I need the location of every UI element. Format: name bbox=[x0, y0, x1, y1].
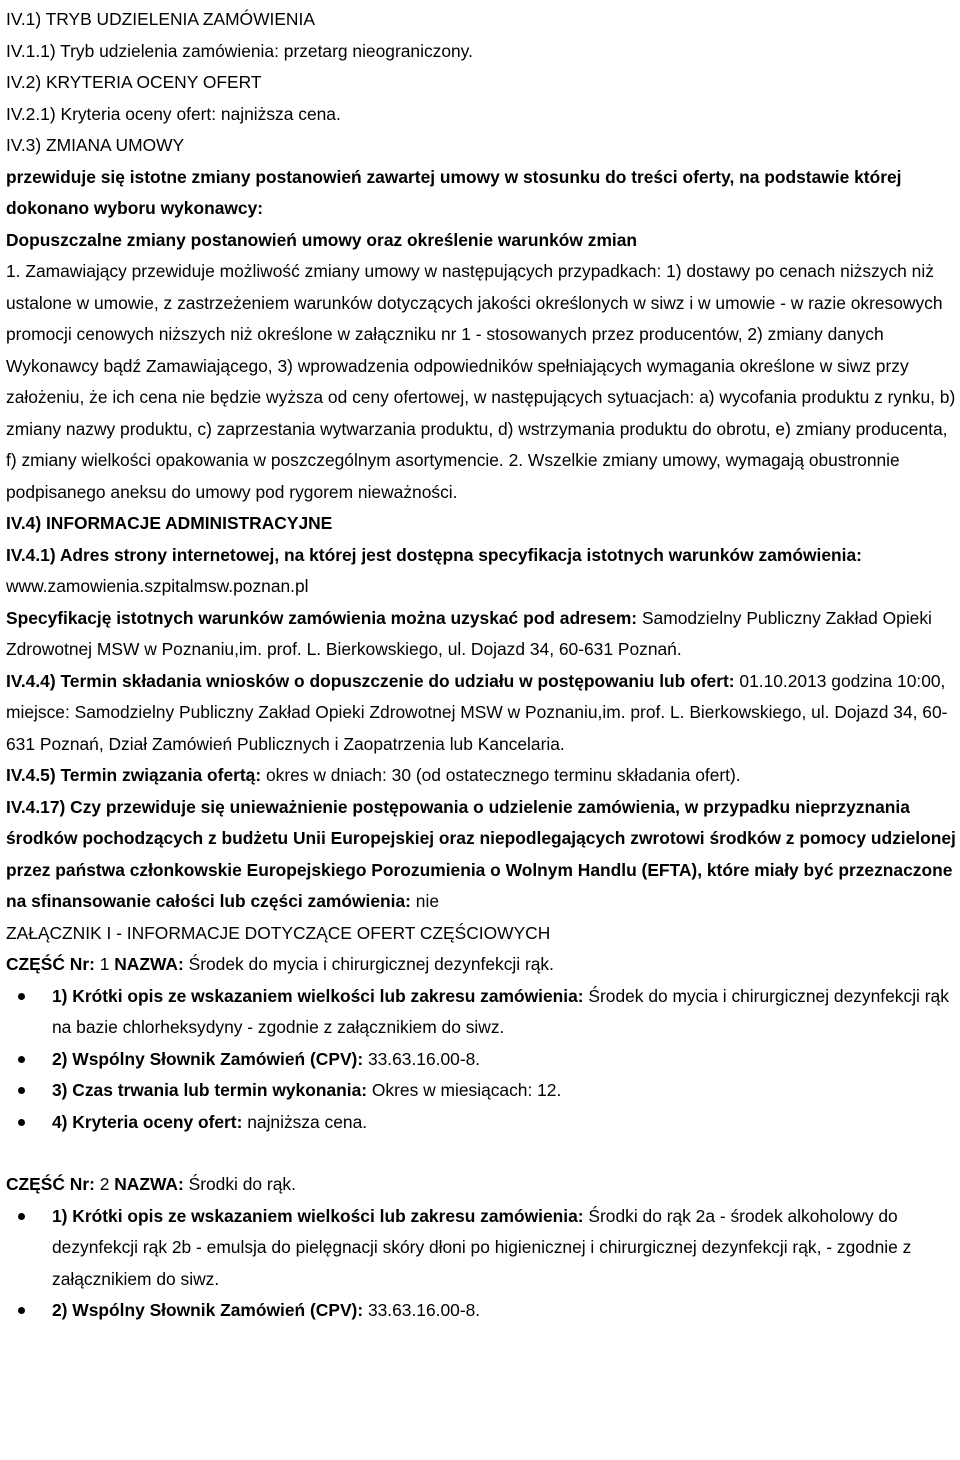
section-iv1-heading bbox=[6, 4, 956, 36]
list-item bbox=[6, 1044, 956, 1076]
section-iv45-value: okres w dniach: 30 (od ostatecznego terminu składania ofert). bbox=[261, 765, 741, 785]
section-iv1-text: IV.1) TRYB UDZIELENIA ZAMÓWIENIA bbox=[6, 9, 315, 29]
list-item-label: 2) Wspólny Słownik Zamówień (CPV): bbox=[52, 1300, 364, 1320]
section-iv11 bbox=[6, 36, 956, 68]
list-item-label: 2) Wspólny Słownik Zamówień (CPV): bbox=[52, 1048, 364, 1069]
part1-name-label: NAZWA: bbox=[114, 954, 184, 974]
part2-name: Środki do rąk. bbox=[183, 1174, 296, 1194]
section-iv3-text: IV.3) ZMIANA UMOWY bbox=[6, 135, 185, 155]
list-item-value: 33.63.16.00-8. bbox=[363, 1300, 481, 1320]
section-iv3-body bbox=[6, 256, 956, 508]
section-iv21-label: IV.2.1) Kryteria oceny ofert: bbox=[6, 103, 217, 124]
section-iv3-heading bbox=[6, 130, 956, 162]
spec-address-label: Specyfikację istotnych warunków zamówienia można uzyskać pod adresem: bbox=[6, 607, 638, 628]
section-iv41-value: www.zamowienia.szpitalmsw.poznan.pl bbox=[6, 576, 309, 596]
section-iv3-subheading bbox=[6, 225, 956, 257]
list-item-value: Środek do mycia i chirurgicznej dezynfekcji rąk na bazie chlorheksydyny - zgodnie z załącznikiem do siwz. bbox=[52, 985, 949, 1037]
part1-heading bbox=[6, 949, 956, 981]
section-iv417-value: nie bbox=[410, 891, 439, 911]
section-iv21 bbox=[6, 99, 956, 131]
part2-name-label: NAZWA: bbox=[114, 1174, 184, 1194]
section-iv45 bbox=[6, 760, 956, 792]
section-iv41-label: IV.4.1) Adres strony internetowej, na której jest dostępna specyfikacja istotnych warunków zamówienia: bbox=[6, 544, 862, 565]
list-item bbox=[6, 1295, 956, 1327]
list-item-value: Środki do rąk 2a - środek alkoholowy do dezynfekcji rąk 2b - emulsja do pielęgnacji skóry dłoni po higienicznej i chirurgicznej dezynfekcji rąk, - zgodnie z załącznikiem do siwz. bbox=[52, 1205, 912, 1289]
section-iv4-text: IV.4) INFORMACJE ADMINISTRACYJNE bbox=[6, 513, 333, 533]
spacer bbox=[6, 1138, 956, 1169]
spec-address-value: Samodzielny Publiczny Zakład Opieki Zdrowotnej MSW w Poznaniu,im. prof. L. Bierkowskiego, ul. Dojazd 34, 60-631 Poznań. bbox=[6, 607, 932, 659]
list-item bbox=[6, 1075, 956, 1107]
list-item-label: 1) Krótki opis ze wskazaniem wielkości lub zakresu zamówienia: bbox=[52, 1205, 584, 1226]
section-iv41 bbox=[6, 540, 956, 603]
section-iv44-value: 01.10.2013 godzina 10:00, miejsce: Samodzielny Publiczny Zakład Opieki Zdrowotnej MSW w Poznaniu,im. prof. L. Bierkowskiego, ul. Dojazd 34, 60-631 Poznań, Dział Zamówień Publicznych i Zaopatrzenia lub Kancelaria. bbox=[6, 670, 948, 754]
section-iv45-label: IV.4.5) Termin związania ofertą: bbox=[6, 765, 262, 785]
section-iv3-body-text: 1. Zamawiający przewiduje możliwość zmiany umowy w następujących przypadkach: 1) dostawy po cenach niższych niż ustalone w umowie, z zastrzeżeniem warunków dotyczących jakości określonych w siwz i w umowie - w razie okresowych promocji cenowych niższych niż określone w załączniku nr 1 - stosowanych przez producentów, 2) zmiany danych Wykonawcy bądź Zamawiającego, 3) wprowadzenia odpowiedników spełniających wymagania określone w siwz przy założeniu, że ich cena nie będzie wyższa od ceny ofertowej, w następujących sytuacjach: a) wycofania produktu z rynku, b) zmiany nazwy produktu, c) zaprzestania wytwarzania produktu, d) wstrzymania produktu do obrotu, e) zmiany producenta, f) zmiany wielkości opakowania w poszczególnym asortymencie. 2. Wszelkie zmiany umowy, wymagają obustronnie podpisanego aneksu do umowy pod rygorem nieważności. bbox=[6, 261, 956, 502]
list-item-label: 4) Kryteria oceny ofert: bbox=[52, 1111, 243, 1132]
section-iv11-label: IV.1.1) Tryb udzielenia zamówienia: bbox=[6, 40, 279, 61]
part1-heading-label: CZĘŚĆ Nr: bbox=[6, 954, 95, 974]
annex-title bbox=[6, 918, 956, 950]
spec-address bbox=[6, 603, 956, 666]
section-iv44 bbox=[6, 666, 956, 761]
part2-list bbox=[6, 1201, 956, 1327]
part1-number: 1 bbox=[94, 954, 115, 974]
part2-heading bbox=[6, 1169, 956, 1201]
section-iv417-label: IV.4.17) Czy przewiduje się unieważnienie postępowania o udzielenie zamówienia, w przypadku nieprzyznania środków pochodzących z budżetu Unii Europejskiej oraz niepodlegających zwrotowi środków z pomocy udzielonej przez państwa członkowskie Europejskiego Porozumienia o Wolnym Handlu (EFTA), które miały być przeznaczone na sfinansowanie całości lub części zamówienia: bbox=[6, 796, 956, 911]
list-item-value: Okres w miesiącach: 12. bbox=[367, 1080, 562, 1100]
part2-number: 2 bbox=[94, 1174, 115, 1194]
list-item-label: 1) Krótki opis ze wskazaniem wielkości lub zakresu zamówienia: bbox=[52, 985, 584, 1006]
annex-title-text: ZAŁĄCZNIK I - INFORMACJE DOTYCZĄCE OFERT CZĘŚCIOWYCH bbox=[6, 922, 551, 943]
list-item-value: 33.63.16.00-8. bbox=[363, 1048, 481, 1069]
section-iv11-value: przetarg nieograniczony. bbox=[278, 40, 473, 61]
list-item bbox=[6, 1107, 956, 1139]
section-iv3-subheading-text: Dopuszczalne zmiany postanowień umowy oraz określenie warunków zmian bbox=[6, 229, 638, 250]
list-item bbox=[6, 1201, 956, 1296]
part1-list bbox=[6, 981, 956, 1139]
section-iv3-intro bbox=[6, 162, 956, 225]
section-iv44-label: IV.4.4) Termin składania wniosków o dopuszczenie do udziału w postępowaniu lub ofert: bbox=[6, 670, 735, 691]
part1-name: Środek do mycia i chirurgicznej dezynfekcji rąk. bbox=[183, 954, 554, 974]
list-item-label: 3) Czas trwania lub termin wykonania: bbox=[52, 1080, 368, 1100]
section-iv417 bbox=[6, 792, 956, 918]
list-item bbox=[6, 981, 956, 1044]
section-iv2-heading bbox=[6, 67, 956, 99]
section-iv3-intro-text: przewiduje się istotne zmiany postanowień zawartej umowy w stosunku do treści oferty, na podstawie której dokonano wyboru wykonawcy: bbox=[6, 166, 902, 218]
part2-heading-label: CZĘŚĆ Nr: bbox=[6, 1174, 95, 1194]
section-iv4-heading bbox=[6, 508, 956, 540]
section-iv21-value: najniższa cena. bbox=[216, 103, 341, 124]
list-item-value: najniższa cena. bbox=[242, 1111, 368, 1132]
section-iv2-text: IV.2) KRYTERIA OCENY OFERT bbox=[6, 72, 262, 92]
